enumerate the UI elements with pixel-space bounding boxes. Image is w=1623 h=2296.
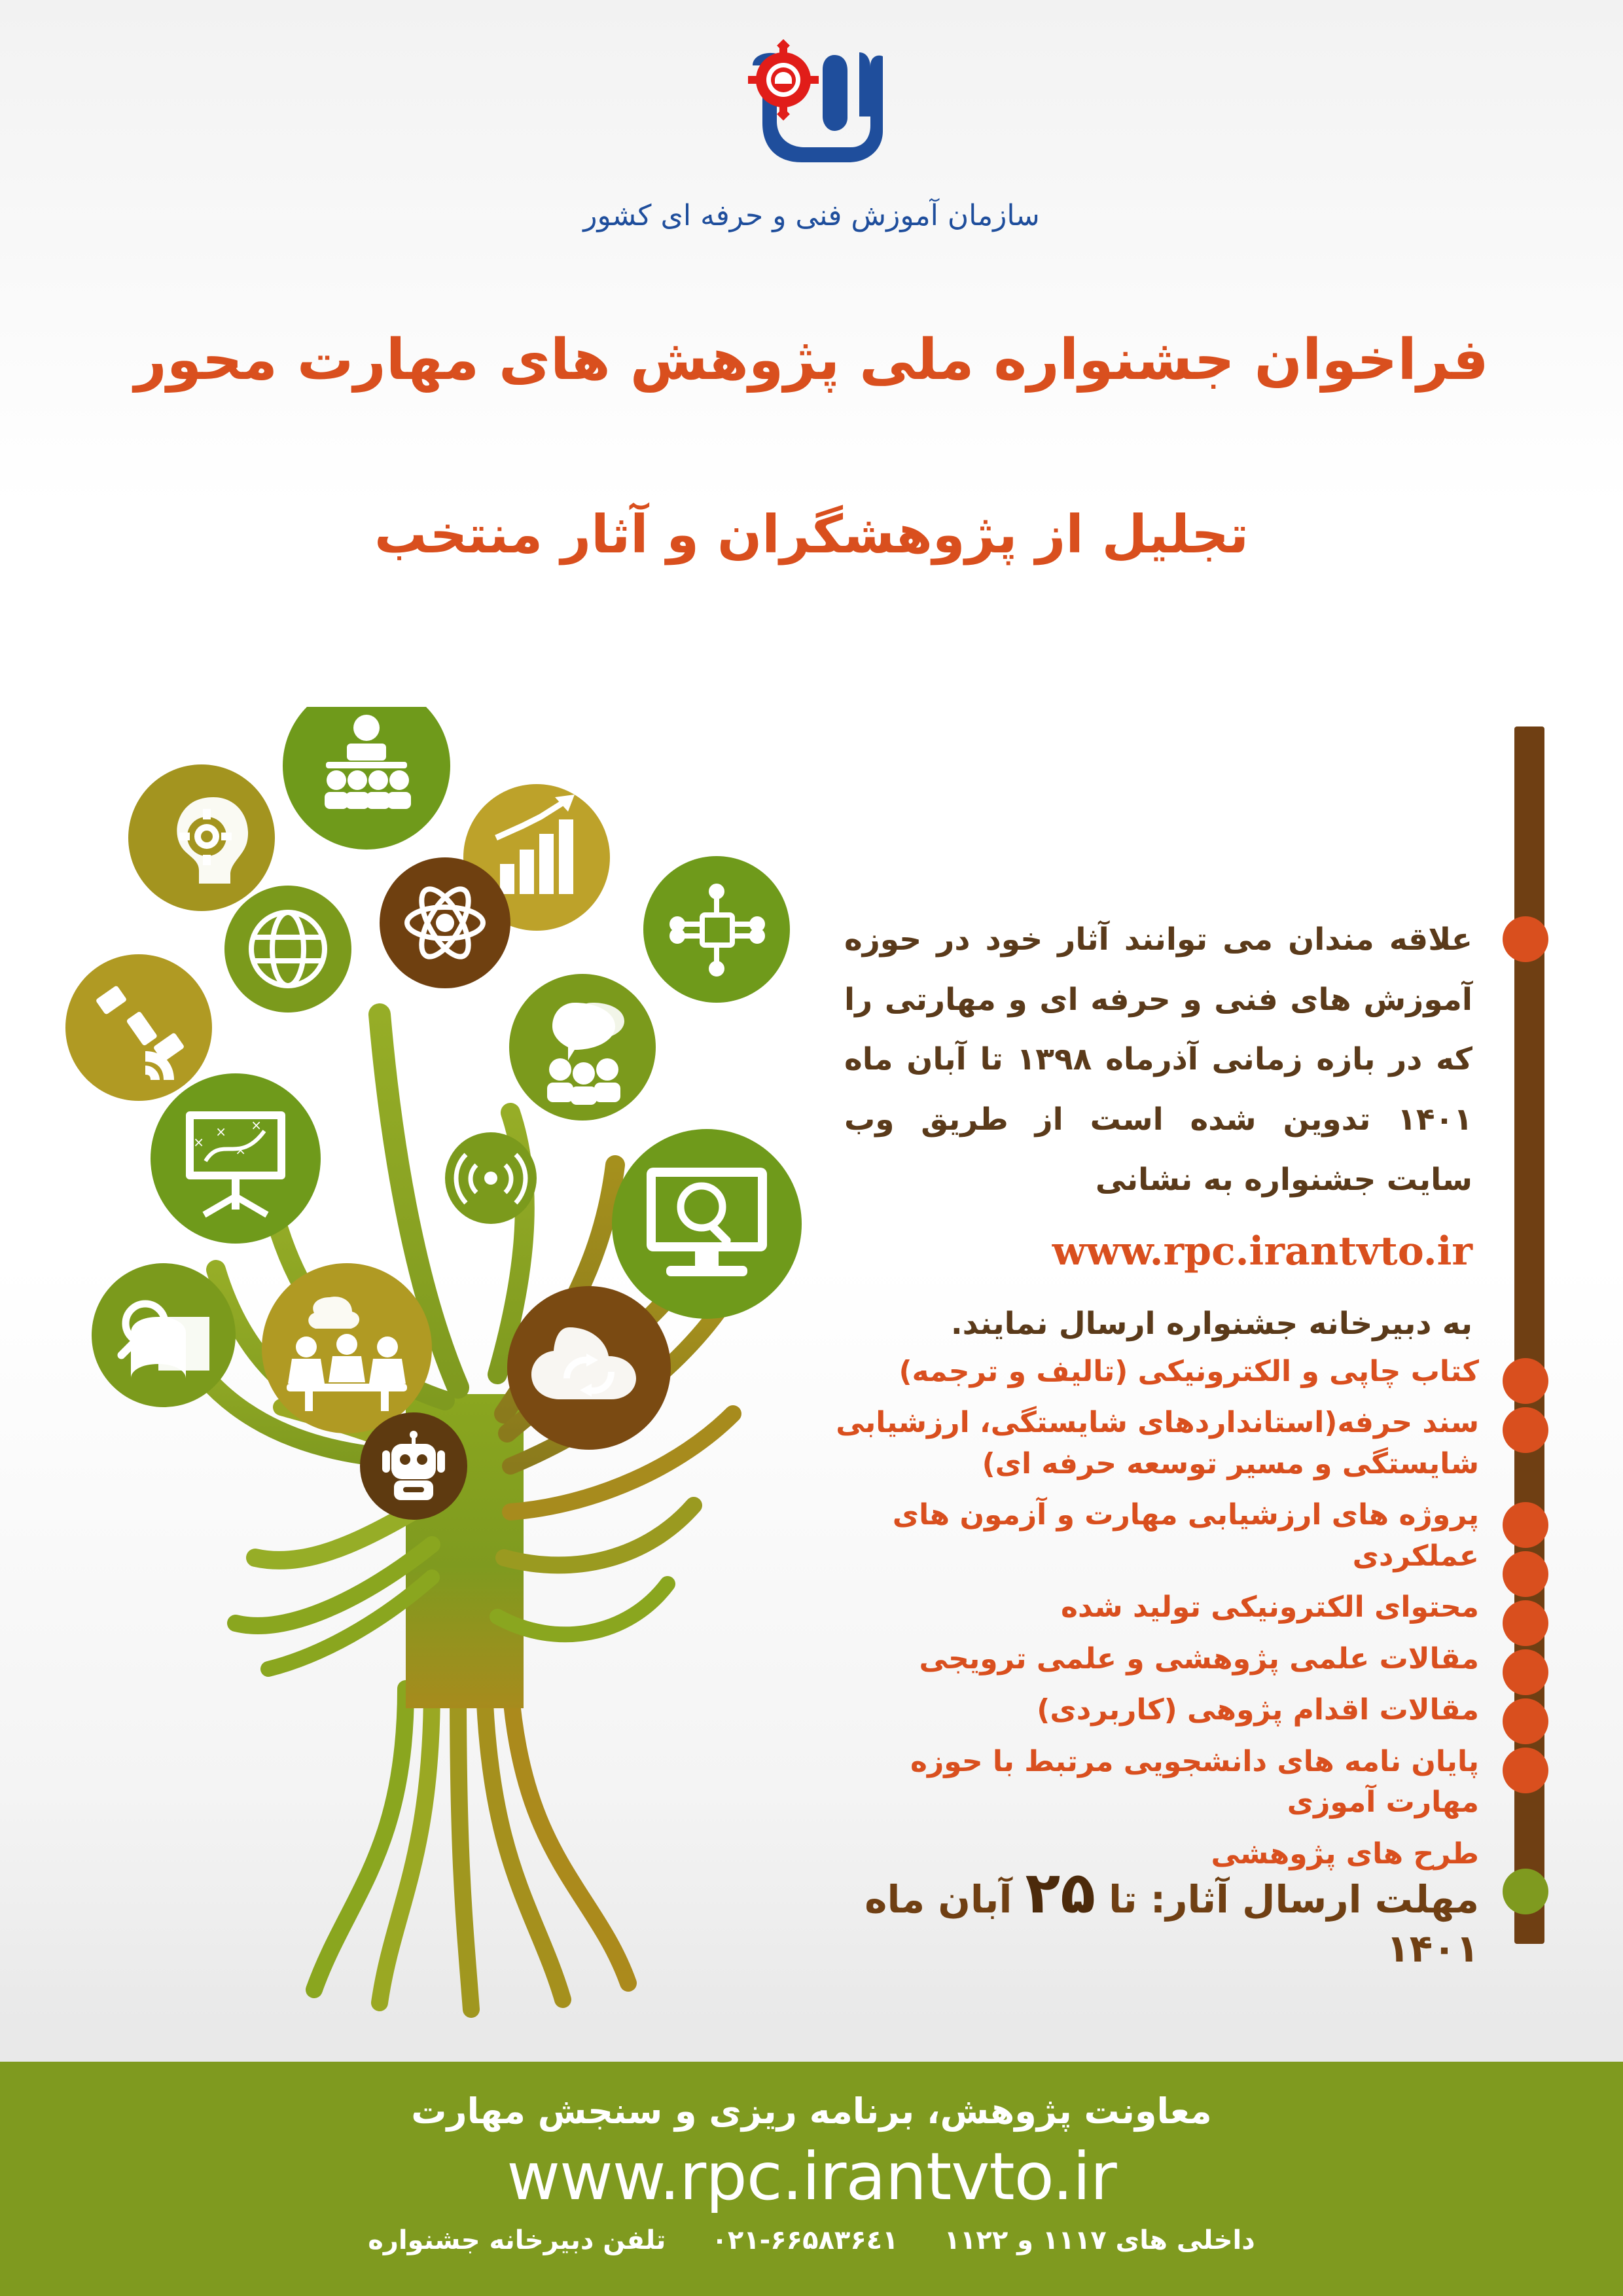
- deadline-day: ۲۵: [1025, 1859, 1096, 1926]
- computer-search-icon: [612, 1129, 802, 1319]
- list-item: سند حرفه(استانداردهای شایستگی، ارزشیابی شایستگی و مسیر توسعه حرفه ای): [836, 1406, 1479, 1480]
- cloud-sync-icon: [507, 1286, 671, 1450]
- category-list: [831, 1352, 1479, 1885]
- circuit-chip-icon: [643, 856, 790, 1003]
- footer-website-link[interactable]: www.rpc.irantvto.ir: [507, 2138, 1116, 2215]
- page-subtitle: تجلیل از پژوهشگران و آثار منتخب: [374, 504, 1249, 565]
- footer-phone-label: تلفن دبیرخانه جشنواره: [368, 2225, 666, 2255]
- list-item: مقالات علمی پژوهشی و علمی ترویجی: [919, 1641, 1479, 1676]
- page-title: فراخوان جشنواره ملی پژوهش های مهارت محور: [134, 327, 1489, 393]
- intro-paragraph: [844, 910, 1472, 1354]
- bullet-dot-4: [1503, 1551, 1548, 1597]
- skill-tree-illustration: [39, 707, 923, 2036]
- list-item: مقالات اقدام پژوهی (کاربردی): [1037, 1693, 1479, 1727]
- poster-footer: [0, 2062, 1623, 2296]
- gear-head-icon: [128, 764, 275, 911]
- poster-header: [0, 39, 1623, 232]
- audience-presentation-icon: [283, 707, 450, 850]
- tvto-logo-icon: [736, 39, 887, 190]
- bullet-dot-intro: [1503, 916, 1548, 962]
- intro-text: علاقه مندان می توانند آثار خود در حوزه آموزش های فنی و حرفه ای و مهارتی را که در بازه زمانی آذرماه ۱۳۹۸ تا آبان ماه ۱۴۰۱ تدوین شده است از طریق وب سایت جشنواره به نشانی: [844, 922, 1472, 1198]
- svg-text:×: ×: [251, 1117, 262, 1133]
- organization-name: سازمان آموزش فنی و حرفه ای کشور: [583, 199, 1040, 232]
- book-magnifier-icon: [92, 1263, 236, 1407]
- list-item: کتاب چاپی و الکترونیکی (تالیف و ترجمه): [899, 1355, 1479, 1388]
- teamwork-table-icon: [262, 1263, 432, 1433]
- footer-department: معاونت پژوهش، برنامه ریزی و سنجش مهارت: [411, 2090, 1212, 2132]
- svg-text:×: ×: [215, 1124, 226, 1139]
- footer-extensions: داخلی های ۱۱۱۷ و ۱۱۲۲: [944, 2225, 1255, 2255]
- svg-text:×: ×: [235, 1142, 246, 1158]
- footer-contact-row: [0, 2225, 1623, 2255]
- bullet-dot-8: [1503, 1748, 1548, 1793]
- bullet-dot-deadline: [1503, 1869, 1548, 1914]
- list-item: محتوای الکترونیکی تولید شده: [1061, 1590, 1479, 1624]
- wifi-signal-icon: [445, 1132, 537, 1224]
- bullet-dot-2: [1503, 1407, 1548, 1453]
- list-item: طرح های پژوهشی: [1211, 1837, 1479, 1871]
- deadline-suffix: آبان ماه ۱۴۰۱: [865, 1877, 1479, 1971]
- atom-icon: [380, 857, 510, 988]
- satellite-icon: [65, 954, 212, 1101]
- list-item: پایان نامه های دانشجویی مرتبط با حوزه مهارت آموزی: [910, 1744, 1479, 1820]
- bullet-dot-3: [1503, 1502, 1548, 1548]
- robot-icon: [360, 1412, 467, 1520]
- speech-bubbles-group-icon: [509, 974, 656, 1121]
- festival-website-link[interactable]: www.rpc.irantvto.ir: [1052, 1229, 1472, 1275]
- footer-phone-number: ۰۲۱-۶۶۵۸۳۶٤۱: [711, 2225, 899, 2255]
- bullet-dot-1: [1503, 1358, 1548, 1404]
- intro-closing: به دبیرخانه جشنواره ارسال نمایند.: [950, 1306, 1472, 1342]
- presentation-board-icon: [151, 1073, 321, 1244]
- bullet-dot-7: [1503, 1698, 1548, 1744]
- deadline-notice: [825, 1859, 1479, 1971]
- svg-text:×: ×: [193, 1134, 204, 1150]
- list-item: پروژه های ارزشیابی مهارت و آزمون های عملکردی: [892, 1498, 1479, 1573]
- bullet-dot-6: [1503, 1649, 1548, 1695]
- bullet-dot-5: [1503, 1600, 1548, 1646]
- deadline-prefix: مهلت ارسال آثار: تا: [1109, 1877, 1479, 1922]
- globe-icon: [224, 886, 351, 1013]
